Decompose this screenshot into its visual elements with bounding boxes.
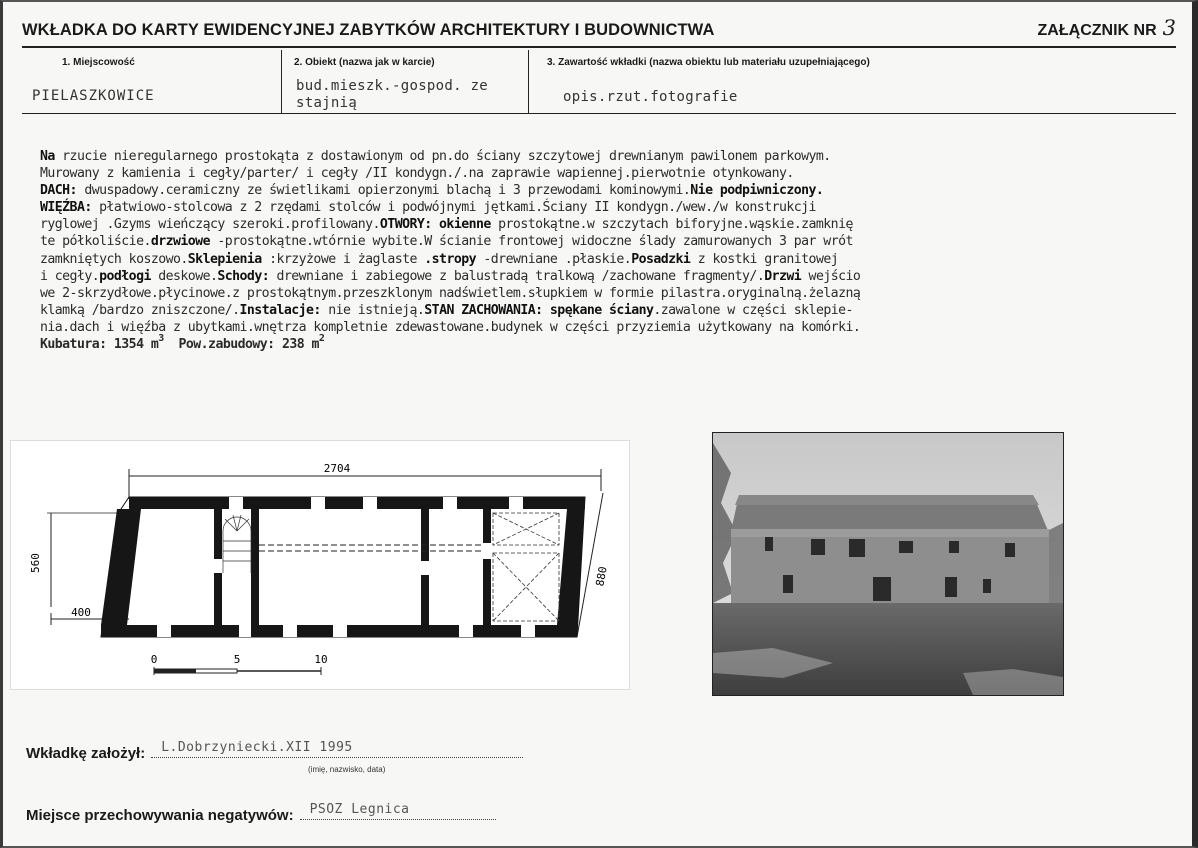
building-photo-image xyxy=(713,433,1063,695)
plan-stairs xyxy=(223,515,251,573)
bold-term: Instalacje: xyxy=(239,302,321,318)
text-run: nia.dach i więźba z ubytkami.wnętrza kompletnie zdewastowane.budynek w części przyziemia użytkowany na komórki. xyxy=(40,319,861,335)
text-run: te półkoliście. xyxy=(40,234,151,250)
bold-term: Drzwi xyxy=(764,268,802,284)
founder-line xyxy=(26,740,523,762)
document-title: WKŁADKA DO KARTY EWIDENCYJNEJ ZABYTKÓW ARCHITEKTURY I BUDOWNICTWA xyxy=(22,21,715,39)
bold-term: Nie podpiwniczony. xyxy=(690,183,824,199)
text-run: nie istnieją. xyxy=(320,302,425,318)
description-line xyxy=(40,319,1180,336)
content-label: 3. Zawartość wkładki (nazwa obiektu lub materiału uzupełniającego) xyxy=(547,57,870,68)
description-line xyxy=(40,233,1180,250)
building-photo xyxy=(712,432,1064,696)
built-area-exponent: 2 xyxy=(318,333,325,345)
plan-vaults xyxy=(493,513,559,621)
object-value: bud.mieszk.-gospod. ze stajnią xyxy=(296,78,489,111)
text-run: z kostki granitowej xyxy=(690,251,839,267)
bold-term: drzwiowe xyxy=(150,234,210,250)
text-run: wejścio xyxy=(801,268,861,284)
text-run: we 2-skrzydłowe.płycinowe.z prostokątnym.przeszklonym nadświetlem.słupkiem w formie pilastra.oryginalną.żelazną xyxy=(40,285,861,301)
content-value: opis.rzut.fotografie xyxy=(563,89,738,105)
text-run: zamkniętych koszowo. xyxy=(40,251,188,267)
founder-value: L.Dobrzyniecki.XII 1995 xyxy=(161,740,353,755)
text-run: dwuspadowy.ceramiczny ze świetlikami opierzonymi blachą i 3 przewodami kominowymi. xyxy=(76,183,691,199)
description-line xyxy=(40,148,1180,165)
text-run: rzucie nieregularnego prostokąta z dostawionym od pn.do ściany szczytowej drewnianym pawilonem parkowym. xyxy=(62,149,831,164)
plan-length-dimension: 2704 xyxy=(323,462,351,475)
kubatura-exponent: 3 xyxy=(158,333,164,345)
text-run: i cegły. xyxy=(40,268,100,284)
bold-term: Schody: xyxy=(217,268,270,284)
text-run: drewniane i zabiegowe z balustradą tralkową /zachowane fragmenty/. xyxy=(269,268,765,284)
scale-label-5: 5 xyxy=(233,653,241,666)
bold-term: STAN ZACHOWANIA: spękane ściany xyxy=(424,302,654,318)
description-line xyxy=(40,199,1180,216)
description-line xyxy=(40,182,1180,199)
object-label: 2. Obiekt (nazwa jak w karcie) xyxy=(294,57,435,68)
annex-label-text: ZAŁĄCZNIK NR xyxy=(1037,22,1157,39)
description-line xyxy=(40,251,1180,268)
annex-number: 3 xyxy=(1162,16,1176,40)
text-run: .zawalone w części sklepie- xyxy=(653,302,853,318)
text-run: Murowany z kamienia i cegły/parter/ i cegły /II kondygn./.na zaprawie wapiennej.pierwotnie otynkowany. xyxy=(40,166,794,182)
text-run: płatwiowo-stolcowa z 2 rzędami stolców i podwójnymi jętkami.Ściany II kondygn./wew./w konstrukcji xyxy=(91,200,816,216)
bold-term: DACH: xyxy=(40,183,77,199)
text-run: deskowe. xyxy=(150,268,218,284)
header-fields xyxy=(22,50,1176,114)
text-run: prostokątne.w szczytach biforyjne.wąskie.zamknię xyxy=(490,217,853,233)
bold-term: podłogi xyxy=(99,268,151,284)
locality-field xyxy=(22,50,281,114)
text-run: -prostokątne.wtórnie wybite.W ścianie frontowej widoczne ślady zamurowanych 3 par wrót xyxy=(209,234,853,250)
description-line xyxy=(40,216,1180,233)
plan-scale-bar xyxy=(151,653,328,675)
plan-walls xyxy=(101,497,585,637)
storage-value: PSOZ Legnica xyxy=(309,802,410,817)
bold-term: .stropy xyxy=(424,251,477,267)
bold-term: Sklepienia xyxy=(187,251,262,267)
description-text xyxy=(40,148,1180,353)
bold-term: Na xyxy=(40,149,63,164)
storage-label: Miejsce przechowywania negatywów: xyxy=(26,807,294,824)
header xyxy=(22,14,1176,48)
storage-line xyxy=(26,802,496,824)
description-line xyxy=(40,268,1180,285)
built-area: Pow.zabudowy: 238 m xyxy=(178,337,319,353)
text-run: ryglowej .Gzyms wieńczący szeroki.profilowany. xyxy=(40,217,380,233)
locality-value: PIELASZKOWICE xyxy=(32,88,155,104)
description-line xyxy=(40,302,1180,319)
founder-field xyxy=(151,740,523,758)
text-run: :krzyżowe i żaglaste xyxy=(261,251,425,267)
bold-term: Posadzki xyxy=(631,251,691,267)
bold-term: OTWORY: okienne xyxy=(379,217,491,233)
storage-field xyxy=(300,802,496,820)
dimensions-line xyxy=(40,333,1180,353)
plan-right-dimension: 880 xyxy=(593,565,610,588)
content-field xyxy=(528,50,1176,114)
scale-label-10: 10 xyxy=(314,653,328,666)
floor-plan xyxy=(10,440,630,690)
locality-label: 1. Miejscowość xyxy=(62,57,135,68)
bold-term: WIĘŹBA: xyxy=(40,200,92,216)
text-run: -drewniane .płaskie. xyxy=(476,251,632,267)
object-field xyxy=(281,50,528,114)
plan-left-dimension: 560 xyxy=(29,553,42,573)
founder-label: Wkładkę założył: xyxy=(26,745,146,762)
floor-plan-drawing xyxy=(11,441,631,691)
plan-bottom-dimension: 400 xyxy=(71,606,91,619)
founder-hint: (imię, nazwisko, data) xyxy=(308,765,386,774)
annex-label xyxy=(1038,16,1176,40)
text-run: klamką /bardzo zniszczone/. xyxy=(40,302,240,318)
scale-label-0: 0 xyxy=(150,653,158,666)
kubatura: Kubatura: 1354 m xyxy=(40,337,159,353)
description-line xyxy=(40,165,1180,182)
description-line xyxy=(40,285,1180,302)
